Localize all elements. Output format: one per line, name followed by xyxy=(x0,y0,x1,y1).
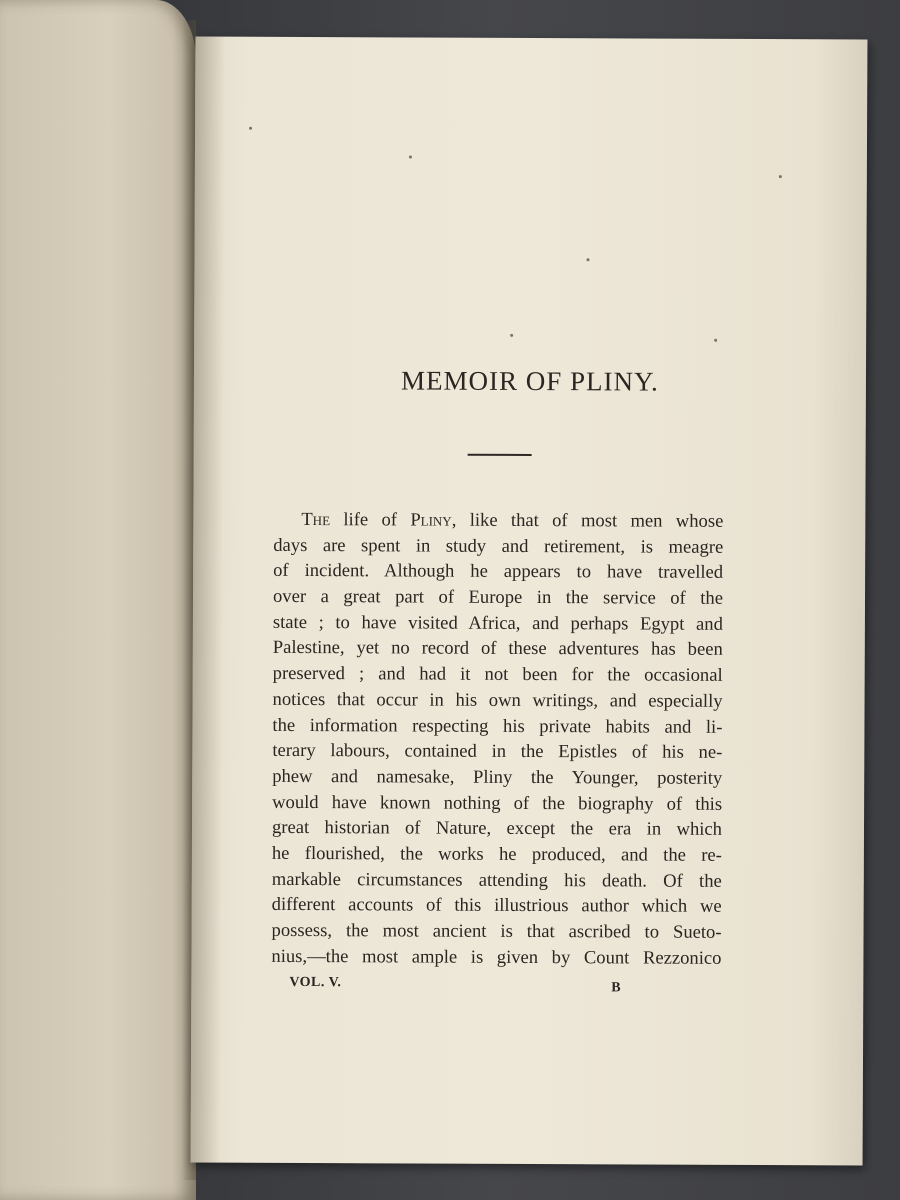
text-line xyxy=(272,867,722,895)
gutter-shadow xyxy=(191,37,226,1163)
text-run: terary labours, contained in the Epistles of his ne- xyxy=(272,740,723,764)
text-run: of incident. Although he appears to have travelled xyxy=(273,560,724,584)
text-line xyxy=(273,558,723,586)
text-line xyxy=(273,610,723,638)
text-run: life of xyxy=(329,509,411,531)
text-run: notices that occur in his own writings, and especially xyxy=(272,688,723,712)
body-paragraph xyxy=(271,507,723,971)
text-run: he flourished, the works he produced, and the re- xyxy=(271,842,722,866)
paper-speck xyxy=(586,258,589,261)
text-line xyxy=(272,918,722,946)
text-run: different accounts of this illustrious author which we xyxy=(271,894,722,918)
page-title: MEMOIR OF PLINY. xyxy=(400,365,659,397)
title-rule xyxy=(468,454,532,456)
text-line xyxy=(273,635,723,663)
text-line xyxy=(273,661,723,689)
paper-speck xyxy=(249,127,252,130)
text-line xyxy=(273,584,723,612)
text-run: Palestine, yet no record of these adventures has been xyxy=(272,637,723,661)
paper-speck xyxy=(409,155,412,158)
paper-speck xyxy=(510,334,513,337)
paper-speck xyxy=(779,175,782,178)
paper-speck xyxy=(714,339,717,342)
text-run: over a great part of Europe in the service of the xyxy=(272,585,724,609)
text-line xyxy=(272,789,722,817)
text-run: would have known nothing of the biography of this xyxy=(272,791,723,815)
text-run: great historian of Nature, except the era in which xyxy=(271,817,723,841)
text-run: nius,—the most ample is given by Count Rezzonico xyxy=(271,945,722,969)
text-run: the information respecting his private habits and li- xyxy=(272,714,723,738)
signature-line: VOL. V. xyxy=(289,974,342,991)
small-caps-run: The xyxy=(301,509,331,531)
text-line xyxy=(271,944,721,972)
right-page xyxy=(191,37,868,1166)
text-line xyxy=(272,738,722,766)
text-line xyxy=(272,764,722,792)
text-run: preserved ; and had it not been for the occasional xyxy=(272,663,723,686)
text-line xyxy=(273,533,723,561)
text-run: possess, the most ancient is that ascribed to Sueto- xyxy=(271,919,722,943)
text-line xyxy=(272,815,722,843)
small-caps-run: Pliny xyxy=(410,509,452,531)
text-run: days are spent in study and retirement, is meagre xyxy=(273,534,724,558)
text-run: phew and namesake, Pliny the Younger, posterity xyxy=(272,765,723,789)
text-line xyxy=(272,712,722,740)
signature-mark: B xyxy=(611,980,621,996)
text-run: markable circumstances attending his death. Of the xyxy=(271,868,722,892)
text-run: state ; to have visited Africa, and perhaps Egypt and xyxy=(272,611,723,635)
text-line xyxy=(273,507,723,535)
text-line xyxy=(273,687,723,715)
text-run: , like that of most men whose xyxy=(451,509,724,532)
left-page xyxy=(0,0,196,1200)
text-line xyxy=(272,841,722,869)
text-line xyxy=(272,892,722,920)
